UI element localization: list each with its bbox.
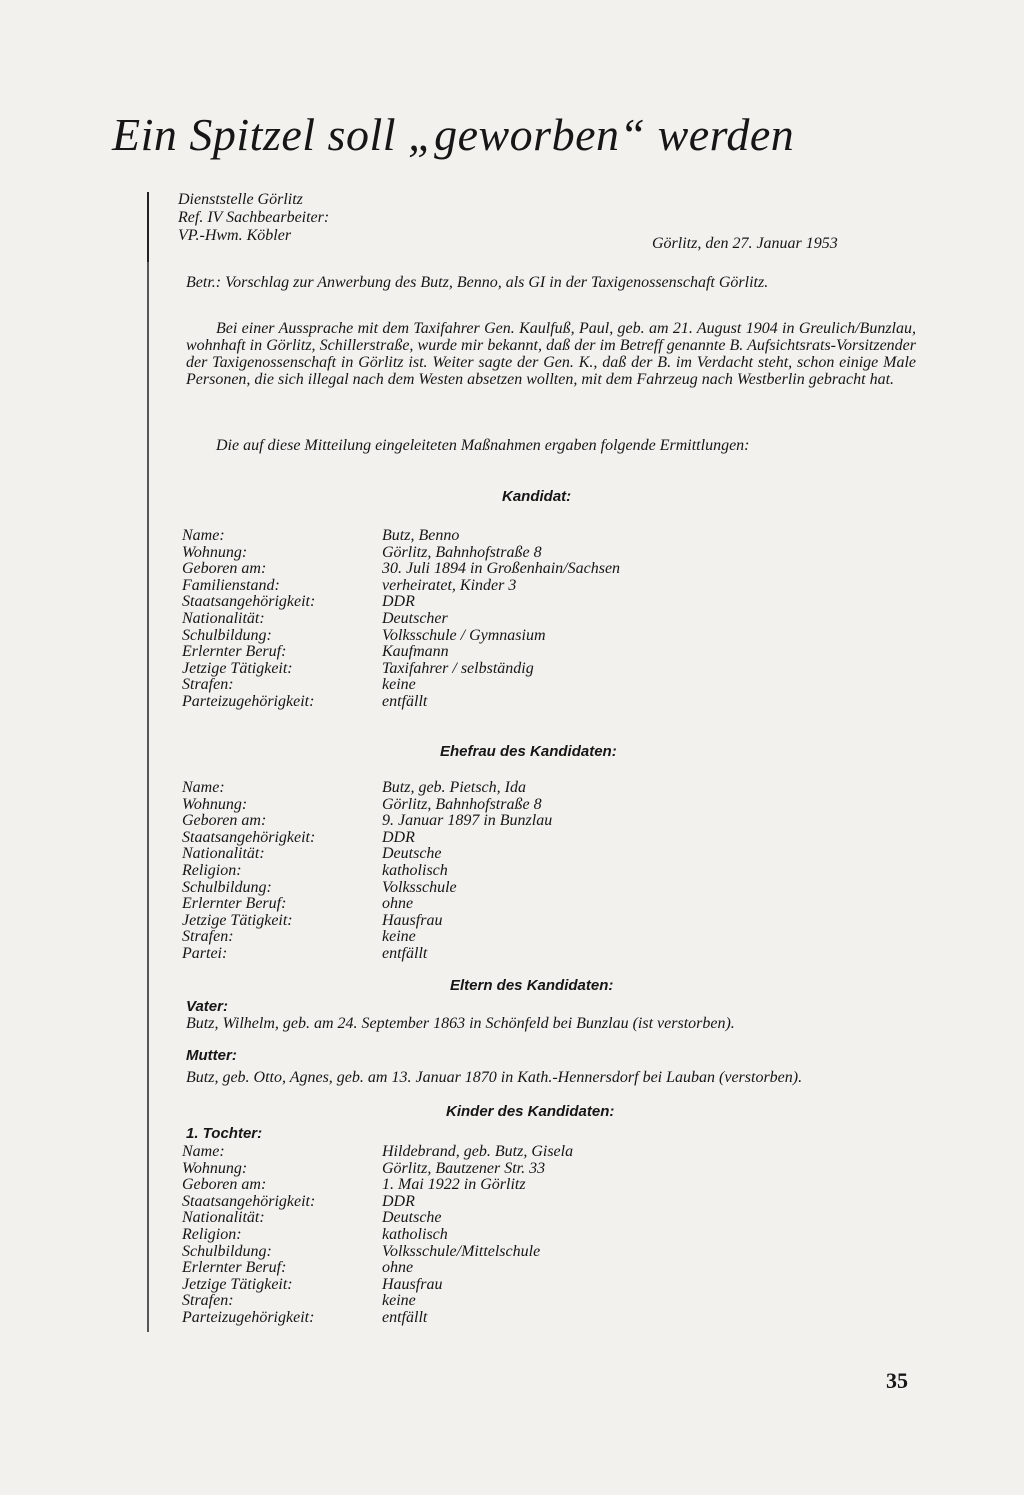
field-label: Geboren am: — [182, 812, 267, 830]
field-row — [182, 528, 620, 545]
field-row — [182, 1177, 573, 1194]
field-row — [182, 913, 552, 930]
field-row — [182, 611, 620, 628]
field-label: Strafen: — [182, 928, 234, 946]
field-label: Jetzige Tätigkeit: — [182, 659, 293, 677]
field-label: Name: — [182, 1143, 225, 1160]
field-row — [182, 1210, 573, 1227]
field-label: Schulbildung: — [182, 878, 272, 896]
field-row — [182, 1227, 573, 1244]
field-row — [182, 946, 552, 963]
field-row — [182, 929, 552, 946]
field-label: Name: — [182, 779, 225, 796]
field-row — [182, 863, 552, 880]
ref-line: Ref. IV Sachbearbeiter: — [178, 209, 330, 226]
field-label: Staatsangehörigkeit: — [182, 1192, 316, 1210]
field-value: ohne — [382, 1259, 414, 1277]
field-label: Erlernter Beruf: — [182, 895, 287, 913]
mutter-label: Mutter: — [186, 1047, 237, 1064]
field-row — [182, 1244, 573, 1261]
field-label: Wohnung: — [182, 1159, 248, 1177]
field-value: Deutscher — [382, 609, 448, 627]
field-value: Taxifahrer / selbständig — [382, 659, 534, 677]
field-row — [182, 797, 552, 814]
paragraph-measures: Die auf diese Mitteilung eingeleiteten Maßnahmen ergaben folgende Ermittlungen: — [216, 437, 750, 454]
field-label: Religion: — [182, 1225, 242, 1243]
field-value: Görlitz, Bautzener Str. 33 — [382, 1159, 546, 1177]
field-value: verheiratet, Kinder 3 — [382, 576, 517, 594]
field-row — [182, 1144, 573, 1161]
field-row — [182, 594, 620, 611]
field-row — [182, 846, 552, 863]
field-value: Hausfrau — [382, 911, 443, 929]
margin-rule — [147, 262, 149, 1332]
field-label: Schulbildung: — [182, 1242, 272, 1260]
header-block — [178, 191, 329, 245]
field-row — [182, 661, 620, 678]
field-value: Görlitz, Bahnhofstraße 8 — [382, 543, 542, 561]
page-title: Ein Spitzel soll „geworben“ werden — [112, 109, 795, 160]
field-value: DDR — [382, 828, 415, 846]
field-value: Volksschule — [382, 878, 457, 896]
field-value: 1. Mai 1922 in Görlitz — [382, 1176, 526, 1194]
field-label: Strafen: — [182, 676, 234, 694]
field-row — [182, 1161, 573, 1178]
field-label: Wohnung: — [182, 795, 248, 813]
vater-label: Vater: — [186, 998, 228, 1015]
kandidat-table — [182, 528, 620, 711]
field-value: Hausfrau — [382, 1275, 443, 1293]
field-row — [182, 694, 620, 711]
field-label: Nationalität: — [182, 845, 265, 863]
page-number: 35 — [886, 1368, 908, 1393]
field-row — [182, 677, 620, 694]
kandidat-heading: Kandidat: — [502, 488, 572, 505]
field-label: Geboren am: — [182, 560, 267, 578]
field-row — [182, 880, 552, 897]
field-row — [182, 578, 620, 595]
eltern-heading: Eltern des Kandidaten: — [450, 977, 614, 994]
field-value: Hildebrand, geb. Butz, Gisela — [382, 1143, 574, 1160]
field-value: DDR — [382, 1192, 415, 1210]
field-row — [182, 1260, 573, 1277]
field-row — [182, 1310, 573, 1327]
field-label: Jetzige Tätigkeit: — [182, 911, 293, 929]
field-label: Name: — [182, 527, 225, 544]
field-value: entfällt — [382, 1308, 428, 1326]
margin-rule-top — [147, 192, 149, 262]
field-value: Butz, Benno — [382, 527, 460, 544]
field-value: Volksschule/Mittelschule — [382, 1242, 541, 1260]
field-label: Familienstand: — [182, 576, 280, 594]
field-value: entfällt — [382, 944, 428, 962]
field-label: Erlernter Beruf: — [182, 643, 287, 661]
kinder-table — [182, 1144, 573, 1327]
kinder-heading: Kinder des Kandidaten: — [446, 1103, 615, 1120]
field-row — [182, 830, 552, 847]
field-label: Partei: — [182, 944, 228, 962]
field-value: Volksschule / Gymnasium — [382, 626, 546, 644]
field-value: keine — [382, 676, 416, 694]
ehefrau-heading: Ehefrau des Kandidaten: — [440, 743, 617, 760]
field-value: Görlitz, Bahnhofstraße 8 — [382, 795, 542, 813]
officer-line: VP.-Hwm. Köbler — [178, 227, 292, 244]
tochter-label: 1. Tochter: — [186, 1125, 263, 1142]
subject-line: Betr.: Vorschlag zur Anwerbung des Butz, Benno, als GI in der Taxigenossenschaft Görlitz. — [186, 274, 769, 291]
field-row — [182, 896, 552, 913]
field-value: Deutsche — [382, 1209, 442, 1227]
field-label: Wohnung: — [182, 543, 248, 561]
field-row — [182, 628, 620, 645]
paragraph-report: Bei einer Aussprache mit dem Taxifahrer Gen. Kaulfuß, Paul, geb. am 21. August 1904 in Greulich/Bunzlau, wohnhaft in Görlitz, Schillerstraße, wurde mir bekannt, daß der im Betreff genannte B. Aufsichtsrats-Vorsitzender der Taxigenossenschaft in Görlitz ist. Weiter sagte der Gen. K., daß der B. im Verdacht steht, schon einige Male Personen, die sich illegal nach dem Westen absetzen wollten, mit dem Fahrzeug nach Westberlin gebracht hat. — [186, 320, 916, 388]
field-value: katholisch — [382, 861, 448, 879]
field-row — [182, 1293, 573, 1310]
field-value: ohne — [382, 895, 414, 913]
mutter-text: Butz, geb. Otto, Agnes, geb. am 13. Januar 1870 in Kath.-Hennersdorf bei Lauban (verstorben). — [186, 1069, 803, 1086]
field-value: 30. Juli 1894 in Großenhain/Sachsen — [382, 560, 621, 578]
field-label: Jetzige Tätigkeit: — [182, 1275, 293, 1293]
field-label: Nationalität: — [182, 609, 265, 627]
field-row — [182, 813, 552, 830]
field-value: entfällt — [382, 692, 428, 710]
field-value: DDR — [382, 593, 415, 611]
field-row — [182, 545, 620, 562]
field-row — [182, 561, 620, 578]
vater-text: Butz, Wilhelm, geb. am 24. September 1863 in Schönfeld bei Bunzlau (ist verstorben). — [186, 1015, 735, 1032]
field-label: Schulbildung: — [182, 626, 272, 644]
field-value: Deutsche — [382, 845, 442, 863]
field-value: Kaufmann — [382, 643, 449, 661]
field-label: Staatsangehörigkeit: — [182, 828, 316, 846]
field-value: Butz, geb. Pietsch, Ida — [382, 779, 526, 796]
ehefrau-table — [182, 780, 552, 963]
office-line: Dienststelle Görlitz — [178, 191, 303, 208]
document-date: Görlitz, den 27. Januar 1953 — [652, 235, 838, 252]
field-label: Religion: — [182, 861, 242, 879]
field-row — [182, 644, 620, 661]
field-value: keine — [382, 1292, 416, 1310]
field-value: katholisch — [382, 1225, 448, 1243]
field-label: Parteizugehörigkeit: — [182, 692, 315, 710]
field-label: Strafen: — [182, 1292, 234, 1310]
field-row — [182, 1194, 573, 1211]
field-label: Staatsangehörigkeit: — [182, 593, 316, 611]
field-row — [182, 780, 552, 797]
field-label: Erlernter Beruf: — [182, 1259, 287, 1277]
field-label: Geboren am: — [182, 1176, 267, 1194]
field-label: Parteizugehörigkeit: — [182, 1308, 315, 1326]
field-value: 9. Januar 1897 in Bunzlau — [382, 812, 553, 830]
field-row — [182, 1277, 573, 1294]
field-value: keine — [382, 928, 416, 946]
field-label: Nationalität: — [182, 1209, 265, 1227]
